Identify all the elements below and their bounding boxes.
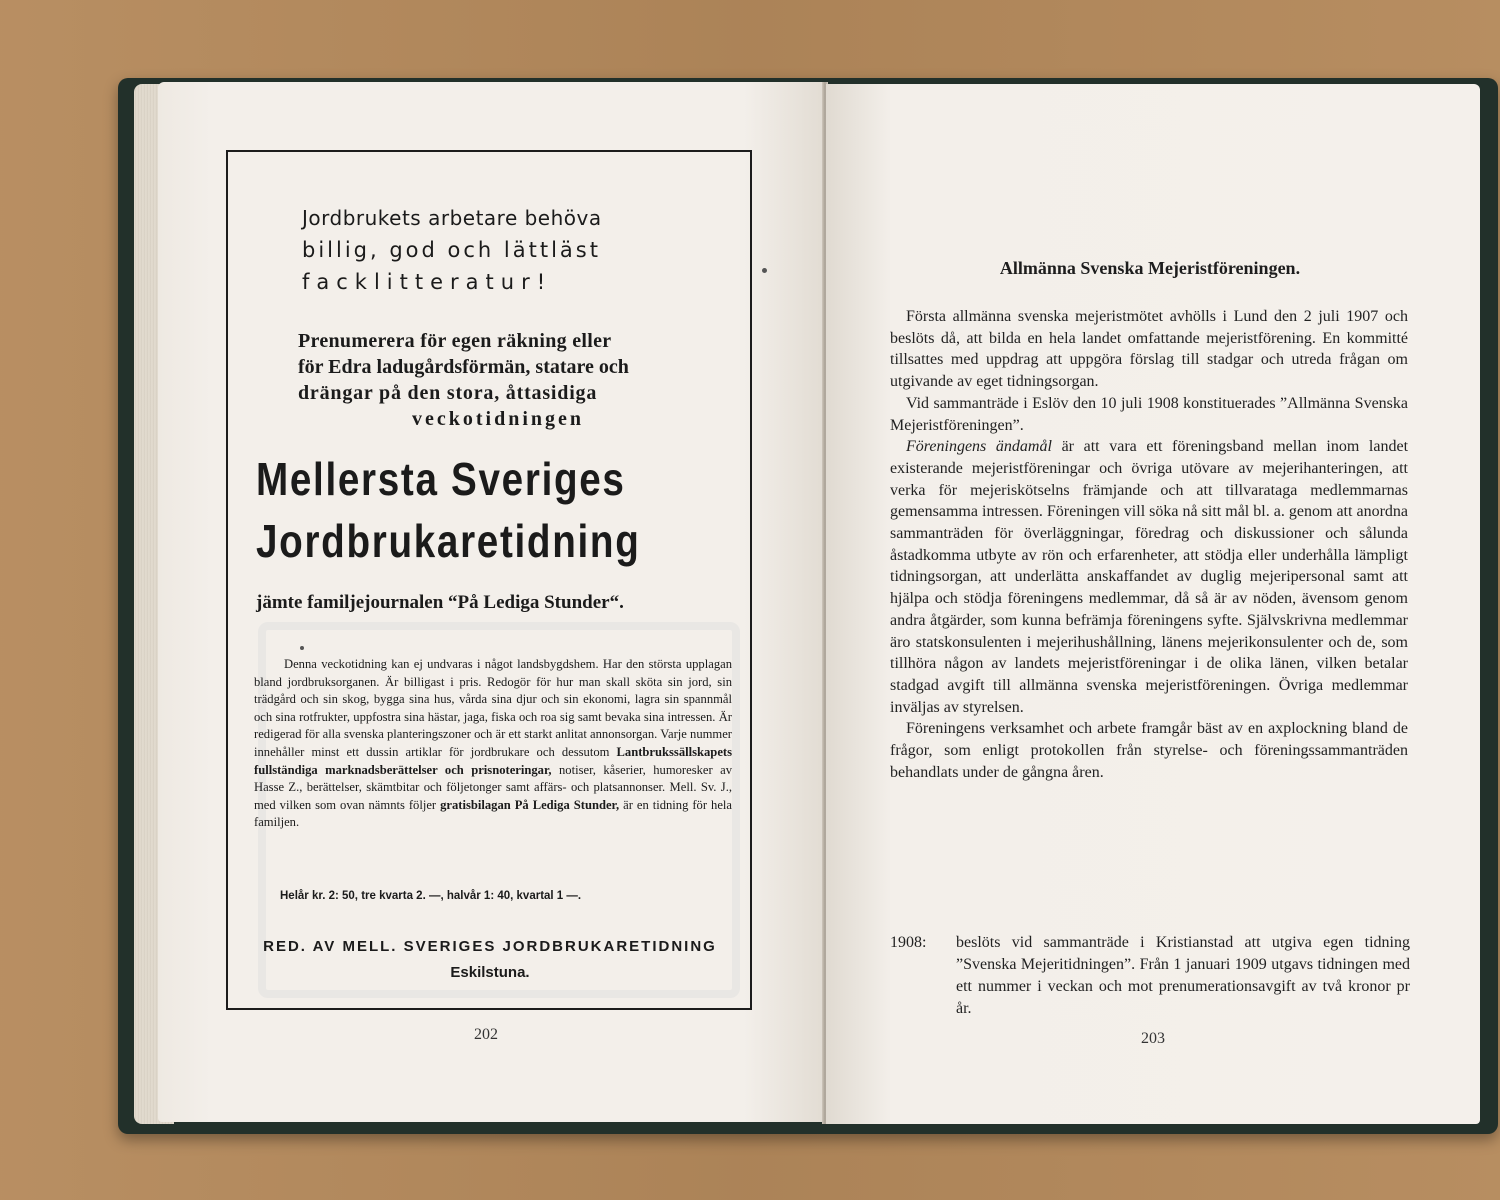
ad-price-line: Helår kr. 2: 50, tre kvarta 2. —, halvår 1: 40, kvartal 1 —. (280, 890, 582, 902)
right-page-body (890, 306, 1408, 783)
margin-dot (762, 268, 767, 273)
ad-body-text (254, 656, 732, 832)
ad-body-bold-1: Lantbrukssällskapets fullständiga marknadsberättelser och prisnoteringar, (254, 744, 732, 777)
ad-body-mid: notiser, kåserier, humoresker av Hasse Z., berättelser, skämtbitar och följetonger samt affärs- och platsannonser. Mell. Sv. J., med vilken som ovan nämnts följer (254, 762, 732, 812)
ad-subscribe-line-1: Prenumerera för egen räkning eller (298, 330, 612, 352)
ad-subscribe-text (298, 328, 698, 432)
paragraph-4: Föreningens verksamhet och arbete framgår bäst av en axplockning bland de frågor, som enligt protokollen från styrelse- och föreningssammanträden behandlats under de gångna åren. (890, 720, 1408, 781)
ad-footer-line-2: Eskilstuna. (450, 964, 530, 981)
ad-tagline: jämte familjejournalen “På Lediga Stunder“. (256, 592, 624, 613)
ad-headline (302, 202, 702, 298)
paragraph-1: Första allmänna svenska mejeristmötet avhölls i Lund den 2 juli 1907 och beslöts då, att bilda en hela landet omfattande mejeristförening. En kommitté tillsattes med uppdrag att uppgöra förslag till stadgar och utreda frågan om utgivande av eget tidningsorgan. (890, 308, 1408, 391)
page-number-left: 202 (474, 1026, 498, 1043)
ad-body-end: är en tidning för hela familjen. (254, 797, 732, 830)
advertisement-box (226, 150, 752, 1010)
paragraph-3-text: är att vara ett föreningsband mellan inom landet existerande mejeristföreningar och övriga utövare av mejerihanteringen, att verka för mejeriskötselns främjande och att tillvaratagа medlemmarnas gemensamma intressen. Föreningen vill söka nå sitt mål bl. a. genom att anordna sammanträden för överläggningar, föredrag och diskussioner och sålunda åstadkomma utbyte av rön och erfarenheter, att stödja eller underhålla lämpligt tidningsorgan, att underlätta anskaffandet av duglig mejeripersonal samt att hjälpa och stödja föreningens medlemmar, då så är av nöden, ävensom genom andra åtgärder, som kunna befrämja föreningens syfte. Självskrivna medlemmar äro statskonsulenten i mejerihushållning, länens mejerikonsulenter och de, som tillhöra någon av landets mejeristföreningar i de olika länen, vilken betalar stadgad avgift till allmänna svenska mejeristföreningen. Övriga medlemmar inväljas av styrelsen. (890, 438, 1409, 716)
ad-subscribe-line-2: för Edra ladugårdsförmän, statare och (298, 356, 629, 378)
ad-footer-line-1: RED. AV MELL. SVERIGES JORDBRUKARETIDNING (263, 938, 717, 955)
ink-dot (300, 646, 304, 650)
ad-subscribe-line-4: veckotidningen (411, 408, 585, 430)
paragraph-2: Vid sammanträde i Eslöv den 10 juli 1908 konstituerades ”Allmänna Svenska Mejeristföreningen”. (890, 394, 1408, 434)
ad-title-line-1: Mellersta Sveriges (256, 453, 626, 505)
ad-footer (252, 934, 728, 986)
history-entry-text: beslöts vid sammanträde i Kristianstad att utgiva egen tidning ”Svenska Mejeritidningen”. Från 1 januari 1909 utgavs tidningen med ett nummer i veckan och mot prenumerationsavgift av två kronor pr år. (956, 934, 1410, 1017)
right-page-heading: Allmänna Svenska Mejeristföreningen. (999, 258, 1301, 278)
page-number-right: 203 (1141, 1030, 1165, 1047)
history-entry-1908 (890, 932, 1410, 1020)
ad-headline-line-2: billig, god och lättläst (302, 238, 601, 262)
paragraph-3-italic: Föreningens ändamål (906, 438, 1052, 456)
ad-title-line-2: Jordbrukaretidning (256, 515, 641, 567)
paragraph-3 (890, 436, 1408, 718)
ad-newspaper-title (256, 448, 659, 572)
ad-body-bold-2: gratisbilagan På Lediga Stunder, (440, 797, 620, 812)
ad-headline-line-3: facklitteratur! (302, 270, 553, 294)
ad-body-main: Denna veckotidning kan ej undvaras i något landsbygdshem. Har den största upplagan bland jordbruksorganen. Är billigast i pris. Redogör för hur man skall sköta sin jord, sin trädgård och sin skog, bygga sina hus, vårda sina djur och sin ekonomi, lagra sin spannmål och sina rotfrukter, uppfostra sina hästar, jaga, fiska och roa sig samt bevaka sina intressen. Är redigerad för alla svenska planteringszoner och är ett starkt anlitat annonsorgan. Varje nummer innehåller minst ett dussin artiklar för jordbrukare och dessutom (254, 657, 732, 759)
ad-headline-line-1: Jordbrukets arbetare behöva (302, 206, 602, 230)
history-entry-year: 1908: (890, 934, 927, 951)
ad-subscribe-line-3: drängar på den stora, åttasidiga (298, 382, 598, 404)
